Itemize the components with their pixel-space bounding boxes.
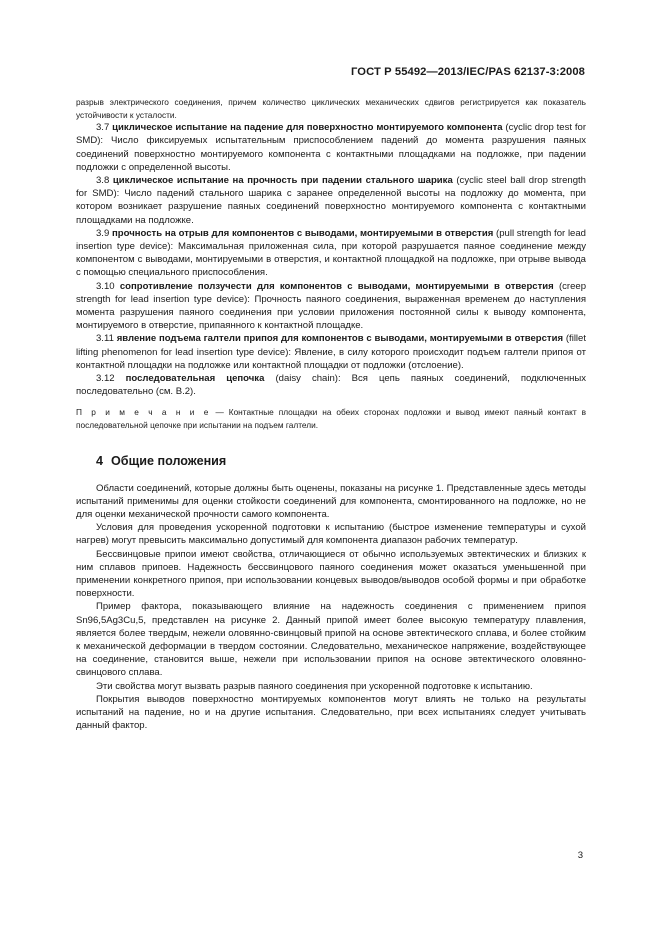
definition-number: 3.12 — [96, 373, 115, 385]
section-body — [76, 482, 586, 733]
definitions-list — [76, 121, 586, 398]
definition-item — [76, 121, 586, 174]
section-title: Общие положения — [111, 453, 227, 468]
section-heading — [96, 454, 586, 468]
definition-term: сопротивление ползучести для компонентов с выводами, монтируемыми в отверстия — [119, 280, 554, 292]
definition-item — [76, 372, 586, 398]
definition-term: циклическое испытание на прочность при падении стального шарика — [112, 175, 453, 186]
definition-term: последовательная цепочка — [125, 373, 265, 385]
body-paragraph: Области соединений, которые должны быть оценены, показаны на рисунке 1. Представленные здесь методы испытаний применимы для оценки стойкости соединений для компонента, смонтированного на подложке, но не для оценки механической прочности самого компонента. — [76, 482, 586, 521]
section-number: 4 — [96, 453, 104, 468]
body-paragraph: Условия для проведения ускоренной подготовки к испытанию (быстрое изменение температуры и сухой нагрев) могут превысить максимально допустимый для компонента диапазон рабочих температур. — [76, 522, 586, 547]
document-header: ГОСТ Р 55492—2013/IEC/PAS 62137-3:2008 — [350, 66, 585, 78]
definition-item — [76, 227, 586, 280]
definition-text: (pull strength for lead insertion type device): Максимальная приложенная сила, при которой разрушается паяное соединение между компонентом с выводами, монтируемыми в отверстия, и контактной площадкой на подложке, при отрыве вывода с помощью специального приспособления. — [76, 227, 586, 279]
body-paragraph: Бессвинцовые припои имеют свойства, отличающиеся от обычно используемых эвтектических и близких к ним сплавов припоев. Надежность бессвинцового паяного соединения может оказаться уменьшенной при применении конкретного припоя, при использовании концевых выводов/выводов особой формы и при обработке поверхности. — [76, 548, 586, 600]
definition-number: 3.7 — [96, 122, 110, 134]
note — [76, 406, 586, 431]
definition-text: (daisy chain): Вся цепь паяных соединений, подключенных последовательно (см. В.2). — [76, 373, 586, 398]
note-text: — Контактные площадки на обеих сторонах подложки и вывод имеют паяный контакт в последовательной цепочке при испытании на подъем галтели. — [76, 407, 586, 431]
definition-text: (fillet lifting phenomenon for lead insertion type device): Явление, в силу которого происходит подъем галтели припоя от контактной площадки на подложке или контактной площадки от подложки (отслоение). — [76, 333, 587, 371]
body-paragraph: Пример фактора, показывающего влияние на надежность соединения с применением припоя Sn96,5Ag3Cu,5, представлен на рисунке 2. Данный припой имеет более высокую температуру плавления, является более твердым, нежели оловянно-свинцовый припой на основе эвтектического сплава, и более стойким к механической деформации в твердом состоянии. Следовательно, механическое напряжение, воздействующее на соединение, становится выше, нежели при использовании припоя на основе эвтектического оловянно-свинцового сплава. — [76, 601, 586, 679]
body-paragraph: Эти свойства могут вызвать разрыв паяного соединения при ускоренной подготовке к испытанию. — [96, 680, 533, 692]
definition-term: прочность на отрыв для компонентов с выводами, монтируемыми в отверстия — [112, 227, 494, 239]
definition-number: 3.11 — [96, 333, 114, 345]
note-label: П р и м е ч а н и е — [76, 407, 211, 418]
definition-number: 3.10 — [96, 280, 115, 292]
definition-item — [76, 332, 586, 372]
definition-text: (creep strength for lead insertion type device): Прочность паяного соединения, выраженная временем до наступления момента разрушения паяного соединения при условии приложения постоянной силы к выводу компонента, монтируемого в отверстие, припаянного к контактной площадке. — [76, 280, 587, 332]
intro-paragraph: разрыв электрического соединения, причем количество циклических механических сдвигов регистрируется как показатель устойчивости к усталости. — [76, 97, 586, 120]
definition-text: (cyclic drop test for SMD): Число фиксируемых испытательным приспособлением падений до момента разрушения паяных соединений поверхностно монтируемого компонента с контактными площадками на подложке, при падении подложки с определенной высоты. — [76, 122, 586, 173]
definition-item — [76, 174, 586, 227]
definition-term: явление подъема галтели припоя для компонентов с выводами, монтируемыми в отверстия — [116, 333, 564, 345]
page-content — [76, 96, 586, 733]
page-number: 3 — [577, 850, 583, 861]
definition-number: 3.9 — [96, 227, 110, 239]
definition-item — [76, 280, 586, 333]
definition-text: (cyclic steel ball drop strength for SMD): Число падений стального шарика с заранее определенной высоты на подложку до момента, при котором возникает разрушение паяных соединений поверхностно монтируемого компонента с контактными площадками на подложке. — [76, 175, 586, 226]
body-paragraph: Покрытия выводов поверхностно монтируемых компонентов могут влиять не только на результаты испытаний на падение, но и на другие испытания. Следовательно, при всех испытаниях следует учитывать данный фактор. — [76, 693, 586, 732]
definition-number: 3.8 — [96, 175, 110, 186]
definition-term: циклическое испытание на падение для поверхностно монтируемого компонента — [112, 122, 503, 134]
